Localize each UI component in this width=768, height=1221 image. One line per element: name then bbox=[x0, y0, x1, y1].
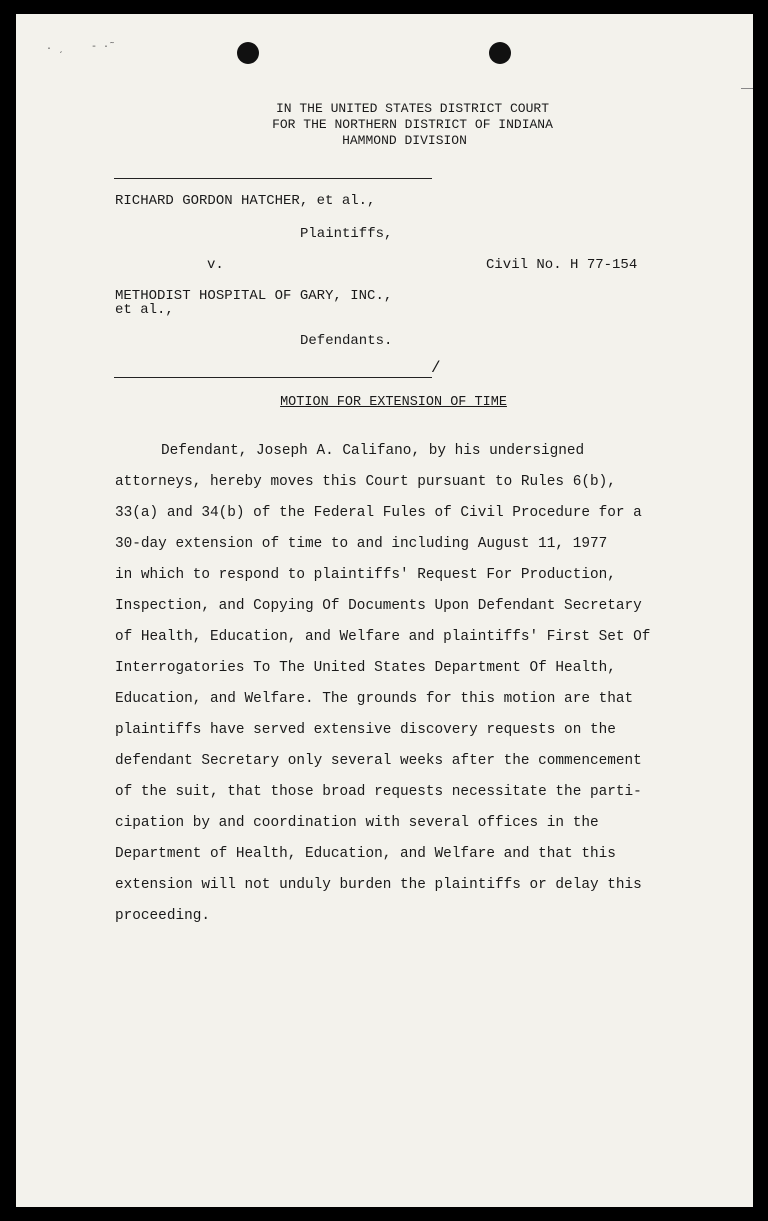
edge-mark bbox=[741, 88, 753, 89]
body-line: 33(a) and 34(b) of the Federal Fules of Civil Procedure for a bbox=[115, 505, 642, 521]
motion-title bbox=[16, 395, 753, 410]
body-line: of Health, Education, and Welfare and plaintiffs' First Set Of bbox=[115, 629, 651, 645]
body-line: Inspection, and Copying Of Documents Upon Defendant Secretary bbox=[115, 598, 642, 614]
caption-slash: / bbox=[431, 359, 441, 377]
body-line: extension will not unduly burden the plaintiffs or delay this bbox=[115, 877, 642, 893]
scan-speck: · ˏ bbox=[46, 44, 65, 55]
punch-hole-left bbox=[237, 42, 259, 64]
plaintiff-name: RICHARD GORDON HATCHER, et al., bbox=[115, 193, 376, 209]
defendant-name-continued: et al., bbox=[115, 302, 174, 318]
plaintiffs-label: Plaintiffs, bbox=[300, 226, 393, 242]
motion-body bbox=[115, 442, 715, 938]
body-line: Defendant, Joseph A. Califano, by his undersigned bbox=[161, 443, 585, 459]
defendants-label: Defendants. bbox=[300, 333, 393, 349]
motion-title-text: MOTION FOR EXTENSION OF TIME bbox=[280, 395, 507, 410]
body-line: attorneys, hereby moves this Court pursuant to Rules 6(b), bbox=[115, 474, 616, 490]
body-line: Interrogatories To The United States Department Of Health, bbox=[115, 660, 616, 676]
court-heading-line: HAMMOND DIVISION bbox=[342, 133, 467, 148]
caption-rule-top bbox=[114, 178, 432, 179]
punch-hole-right bbox=[489, 42, 511, 64]
caption-rule-bottom bbox=[114, 377, 432, 378]
court-heading-line: FOR THE NORTHERN DISTRICT OF INDIANA bbox=[272, 117, 553, 132]
body-line: of the suit, that those broad requests necessitate the parti- bbox=[115, 784, 642, 800]
scan-speck: - ·˜ bbox=[91, 42, 116, 53]
case-number: Civil No. H 77-154 bbox=[486, 257, 638, 273]
body-line: defendant Secretary only several weeks after the commencement bbox=[115, 753, 642, 769]
versus-label: v. bbox=[207, 257, 224, 273]
body-line: Education, and Welfare. The grounds for this motion are that bbox=[115, 691, 634, 707]
court-heading bbox=[16, 101, 753, 149]
body-line: 30-day extension of time to and including August 11, 1977 bbox=[115, 536, 608, 552]
body-line: proceeding. bbox=[115, 908, 210, 924]
body-line: cipation by and coordination with several offices in the bbox=[115, 815, 599, 831]
body-line: plaintiffs have served extensive discovery requests on the bbox=[115, 722, 616, 738]
court-heading-line: IN THE UNITED STATES DISTRICT COURT bbox=[275, 101, 550, 116]
body-line: Department of Health, Education, and Welfare and that this bbox=[115, 846, 616, 862]
document-page bbox=[16, 14, 753, 1207]
body-line: in which to respond to plaintiffs' Request For Production, bbox=[115, 567, 616, 583]
defendant-name: METHODIST HOSPITAL OF GARY, INC., bbox=[115, 288, 393, 304]
